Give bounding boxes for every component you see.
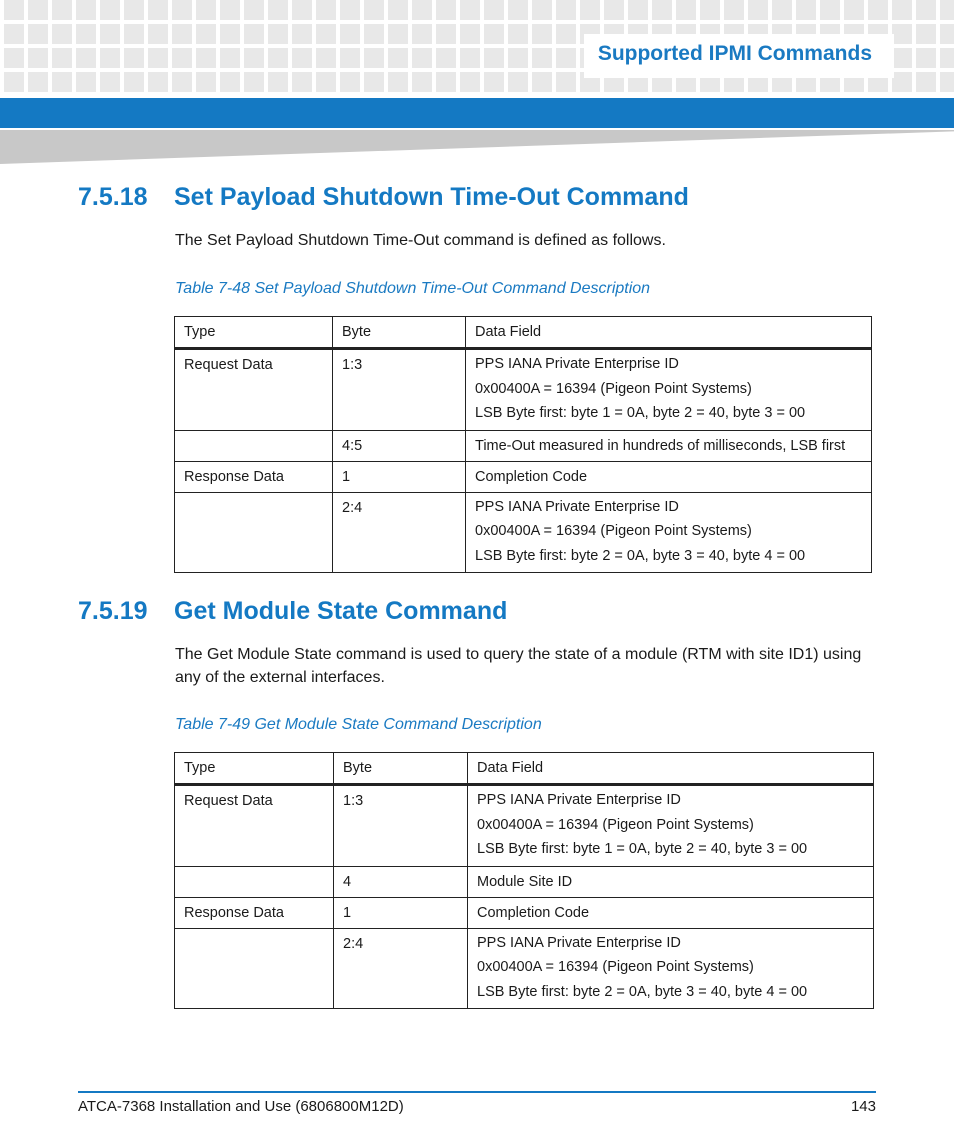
data-line: 0x00400A = 16394 (Pigeon Point Systems) bbox=[475, 380, 752, 397]
table-row bbox=[175, 928, 874, 1009]
header-grey-wedge bbox=[0, 130, 954, 164]
footer-rule bbox=[78, 1091, 876, 1093]
cell-byte: 1 bbox=[334, 897, 468, 928]
cell-type bbox=[175, 492, 333, 573]
cell-type: Request Data bbox=[175, 785, 334, 867]
cell-byte: 2:4 bbox=[333, 492, 466, 573]
cell-type bbox=[175, 928, 334, 1009]
cell-byte: 1 bbox=[333, 461, 466, 492]
cell-byte: 4 bbox=[334, 866, 468, 897]
data-line: 0x00400A = 16394 (Pigeon Point Systems) bbox=[475, 523, 752, 539]
command-table-7-49 bbox=[174, 752, 874, 1009]
data-line: PPS IANA Private Enterprise ID bbox=[477, 792, 681, 808]
header-type: Type bbox=[175, 317, 333, 349]
table-row bbox=[175, 492, 872, 573]
cell-data-field: Time-Out measured in hundreds of milliseconds, LSB first bbox=[466, 430, 872, 461]
table-row bbox=[175, 897, 874, 928]
header-byte: Byte bbox=[333, 317, 466, 349]
header-blue-band bbox=[0, 98, 954, 128]
cell-type: Response Data bbox=[175, 461, 333, 492]
section-number: 7.5.19 bbox=[78, 597, 148, 625]
data-line: LSB Byte first: byte 1 = 0A, byte 2 = 40, byte 3 = 00 bbox=[475, 405, 806, 421]
cell-data-field bbox=[466, 492, 872, 573]
table-row bbox=[175, 785, 874, 867]
section-title: Get Module State Command bbox=[174, 597, 508, 625]
table-row bbox=[175, 430, 872, 461]
data-line: PPS IANA Private Enterprise ID bbox=[475, 498, 679, 515]
section-title: Set Payload Shutdown Time-Out Command bbox=[174, 183, 689, 211]
table-row bbox=[175, 461, 872, 492]
data-line: 0x00400A = 16394 (Pigeon Point Systems) bbox=[477, 959, 754, 975]
cell-byte: 2:4 bbox=[334, 928, 468, 1009]
table-caption: Table 7-49 Get Module State Command Description bbox=[175, 716, 542, 733]
header-type: Type bbox=[175, 753, 334, 785]
table-header-row bbox=[175, 753, 874, 785]
data-line: LSB Byte first: byte 1 = 0A, byte 2 = 40, byte 3 = 00 bbox=[477, 841, 808, 857]
header-data-field: Data Field bbox=[466, 317, 872, 349]
cell-data-field bbox=[466, 349, 872, 431]
cell-byte: 1:3 bbox=[333, 349, 466, 431]
cell-data-field: Module Site ID bbox=[468, 866, 874, 897]
data-line: 0x00400A = 16394 (Pigeon Point Systems) bbox=[477, 816, 754, 833]
cell-type bbox=[175, 866, 334, 897]
section-heading-7-5-19 bbox=[78, 597, 507, 626]
cell-data-field: Completion Code bbox=[468, 897, 874, 928]
table-row bbox=[175, 349, 872, 431]
cell-byte: 1:3 bbox=[334, 785, 468, 867]
header-data-field: Data Field bbox=[468, 753, 874, 785]
data-line: LSB Byte first: byte 2 = 0A, byte 3 = 40, byte 4 = 00 bbox=[477, 983, 808, 1000]
section-intro: The Get Module State command is used to query the state of a module (RTM with site ID1) using any of the external interfaces. bbox=[175, 646, 862, 686]
cell-byte: 4:5 bbox=[333, 430, 466, 461]
table-caption: Table 7-48 Set Payload Shutdown Time-Out Command Description bbox=[175, 280, 651, 297]
cell-data-field: Completion Code bbox=[466, 461, 872, 492]
footer-document-title: ATCA-7368 Installation and Use (6806800M12D) bbox=[78, 1098, 404, 1115]
section-intro: The Set Payload Shutdown Time-Out command is defined as follows. bbox=[175, 232, 666, 249]
cell-type: Request Data bbox=[175, 349, 333, 431]
section-heading-7-5-18 bbox=[78, 183, 689, 212]
data-line: LSB Byte first: byte 2 = 0A, byte 3 = 40, byte 4 = 00 bbox=[475, 547, 806, 564]
cell-type: Response Data bbox=[175, 897, 334, 928]
running-head: Supported IPMI Commands bbox=[597, 42, 872, 65]
cell-data-field bbox=[468, 785, 874, 867]
header-byte: Byte bbox=[334, 753, 468, 785]
data-line: PPS IANA Private Enterprise ID bbox=[477, 934, 681, 951]
table-row bbox=[175, 866, 874, 897]
section-number: 7.5.18 bbox=[78, 183, 148, 211]
cell-data-field bbox=[468, 928, 874, 1009]
cell-type bbox=[175, 430, 333, 461]
data-line: PPS IANA Private Enterprise ID bbox=[475, 356, 679, 372]
command-table-7-48 bbox=[174, 316, 872, 573]
table-header-row bbox=[175, 317, 872, 349]
page-number: 143 bbox=[850, 1098, 876, 1115]
